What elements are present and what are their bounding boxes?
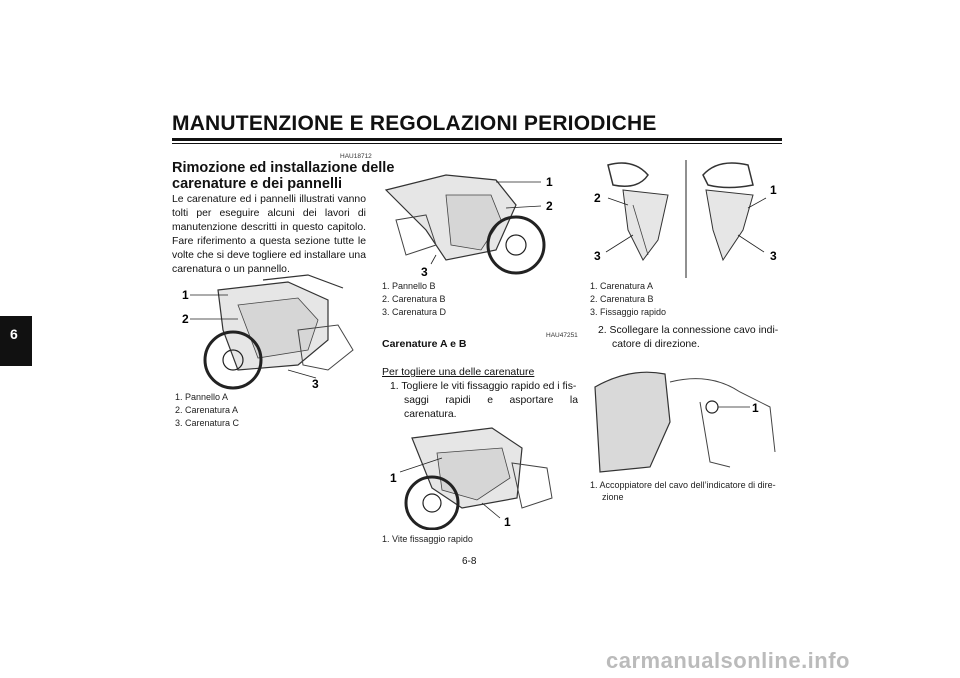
section-title-line1: Rimozione ed installazione delle <box>172 160 395 176</box>
figure-caption: 2. Carenatura A <box>175 405 239 415</box>
figure-label: 3 <box>312 377 319 391</box>
figure-caption: 2. Carenatura B <box>590 294 654 304</box>
figure-label: 3 <box>770 249 777 263</box>
section-code: HAU47251 <box>546 332 578 339</box>
chapter-tab-number: 6 <box>10 326 18 342</box>
figure-label: 1 <box>182 288 189 302</box>
figure-caption: 2. Carenatura B <box>382 294 446 304</box>
figure-label: 2 <box>594 191 601 205</box>
figure-caption: 1. Vite fissaggio rapido <box>382 534 473 544</box>
figure-caption: 1. Pannello B <box>382 281 436 291</box>
figure-label: 1 <box>770 183 777 197</box>
figure-motorcycle-left-side <box>178 270 368 395</box>
footer-watermark: carmanualsonline.info <box>606 648 850 673</box>
figure-caption-line2: zione <box>602 492 624 502</box>
step-1-line1: 1. Togliere le viti fissaggio rapido ed i fis- <box>390 381 577 392</box>
figure-label: 3 <box>421 265 428 279</box>
figure-caption: 3. Carenatura C <box>175 418 240 428</box>
figure-caption: 3. Carenatura D <box>382 307 447 317</box>
figure-label: 1 <box>752 401 759 415</box>
figure-label: 1 <box>504 515 511 529</box>
header-rule <box>172 138 782 141</box>
figure-label: 1 <box>390 471 397 485</box>
figure-label: 3 <box>594 249 601 263</box>
figure-motorcycle-right-side <box>376 160 576 280</box>
step-2-line1: 2. Scollegare la connessione cavo indi- <box>598 325 779 336</box>
page-header-title: MANUTENZIONE E REGOLAZIONI PERIODICHE <box>172 112 657 135</box>
figure-fairing-panels <box>588 160 784 278</box>
figure-caption: 3. Fissaggio rapido <box>590 307 667 317</box>
figure-caption-line1: 1. Accoppiatore del cavo dell’indicatore di dire- <box>590 480 776 490</box>
figure-turn-signal-connector <box>590 362 782 476</box>
header-rule-thin <box>172 143 782 144</box>
step-1-line2: saggi rapidi e asportare la carenatura. <box>404 395 578 420</box>
figure-label: 1 <box>546 175 553 189</box>
section-code: HAU18712 <box>340 153 372 160</box>
figure-caption: 1. Pannello A <box>175 392 229 402</box>
step-2-line2: catore di direzione. <box>612 339 700 350</box>
figure-quick-fastener <box>382 408 572 530</box>
chapter-tab <box>0 316 32 366</box>
figure-caption: 1. Carenatura A <box>590 281 654 291</box>
procedure-heading: Per togliere una delle carenature <box>382 366 535 378</box>
section-title-line2: carenature e dei pannelli <box>172 176 343 192</box>
subsection-title: Carenature A e B <box>382 338 467 350</box>
intro-paragraph: Le carenature ed i pannelli illustrati vanno tolti per eseguire alcuni dei lavori di manutenzione descritti in questo capitolo. Fare riferimento a questa sezione tutte le volte che si deve togliere ed installare una carenatura o un pannello. <box>172 194 366 275</box>
figure-label: 2 <box>182 312 189 326</box>
figure-label: 2 <box>546 199 553 213</box>
page-number: 6-8 <box>462 556 477 567</box>
